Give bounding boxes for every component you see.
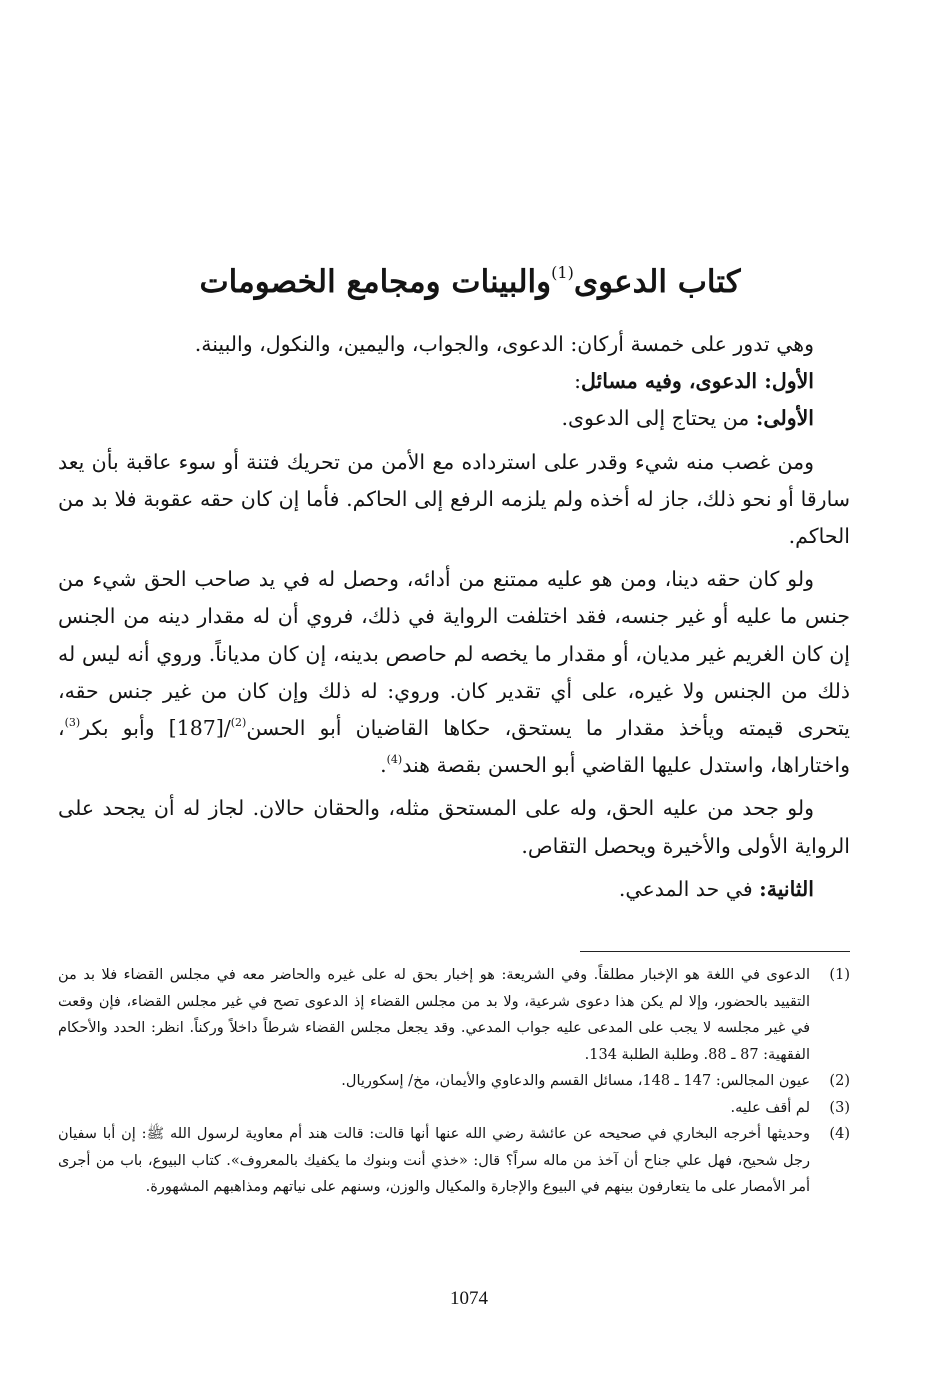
footnote-text: الدعوى في اللغة هو الإخبار مطلقاً. وفي الشريعة: هو إخبار بحق له على غيره والحاضر معه في مجلس القضاء فلا بد من التقييد بالحضور، وإلا لم يكن هذا دعوى شرعية، ولا بد من مجلس القضاء إذ الدعوى تصح في غير مجلس القضاء، فإن وقعت في غير مجلسه لا يجب على المدعى عليه جواب المدعي. وقد يجعل مجلس القضاء شرطاً داخلاً وركناً. انظر: الحدد والأحكام الفقهية: 87 ـ 88. وطلبة الطلبة 134. [58, 967, 810, 1063]
footnotes [58, 962, 850, 1201]
footnote [58, 1121, 850, 1201]
section-heading-colon: : [574, 369, 582, 394]
issue-one-text: من يحتاج إلى الدعوى. [561, 406, 756, 431]
footnote-text: لم أقف عليه. [730, 1099, 810, 1116]
footnote-text: وحديثها أخرجه البخاري في صحيحه عن عائشة رضي الله عنها أنها قالت: قالت هند أم معاوية لرسول الله ﷺ: إن أبا سفيان رجل شحيح، فهل علي جناح أن آخذ من ماله سراً؟ قال: «خذي أنت وبنوك ما يكفيك بالمعروف». كتاب البيوع، باب من أجرى أمر الأمصار على ما يتعارفون بينهم في البيوع والإجارة والمكيال والوزن، وسنهم على نياتهم ومذاهبهم المشهورة. [58, 1126, 810, 1195]
paragraph-debt-part-b: /[187] وأبو بكر [80, 716, 231, 741]
paragraph-set-off: ولو جحد من عليه الحق، وله على المستحق مثله، والحقان حالان. لجاز له أن يجحد على الرواية الأولى والأخيرة ويحصل التقاص. [58, 796, 850, 858]
footnote-ref-3[interactable]: (3) [64, 716, 81, 730]
issue-two [58, 871, 850, 908]
footnote-number: (3) [829, 1099, 850, 1116]
footnote-ref-2[interactable]: (2) [230, 716, 247, 730]
section-heading [58, 363, 850, 400]
page-number: 1074 [450, 1288, 488, 1309]
footnote-number: (2) [829, 1073, 850, 1089]
chapter-title-part2: والبينات ومجامع الخصومات [199, 264, 552, 300]
issue-one [58, 400, 850, 437]
paragraph-debt [58, 561, 850, 784]
paragraph-debt-part-d: . [380, 753, 387, 778]
footnote [58, 1068, 850, 1095]
intro-paragraph: وهي تدور على خمسة أركان: الدعوى، والجواب، واليمين، والنكول، والبينة. [194, 332, 814, 356]
paragraph-debt-part-a: ولو كان حقه دينا، ومن هو عليه ممتنع من أدائه، وحصل له في يد صاحب الحق شيء من جنس ما عليه أو غير جنسه، فقد اختلفت الرواية في ذلك، فروي أن له مقدار دينه من الجنس إن كان الغريم غير مديان، أو مقدار ما يخصه لم حاصص بدينه، إن كان مدياناً. وروي أنه ليس له ذلك من الجنس ولا غيره، على أي تقدير كان. وروي: له ذلك وإن كان من غير جنس حقه، يتحرى قيمته ويأخذ مقدار ما يستحق، حكاها القاضيان أبو الحسن [58, 567, 851, 741]
paragraph-debt-part-c: ، واختاراها، واستدل عليها القاضي أبو الحسن بقصة هند [58, 716, 850, 778]
title-footnote-ref[interactable]: (1) [551, 263, 574, 282]
footnote-divider [580, 951, 850, 952]
footnote-ref-4[interactable]: (4) [386, 753, 403, 767]
issue-one-label: الأولى: [755, 406, 814, 431]
chapter-title-part1: كتاب الدعوى [573, 264, 741, 300]
issue-two-label: الثانية: [759, 876, 814, 901]
footnote-number: (1) [829, 967, 850, 983]
chapter-title [70, 243, 870, 312]
paragraph-self-help: ومن غصب منه شيء وقدر على استرداده مع الأمن من تحريك فتنة أو سوء عاقبة بأن يعد سارقا أو نحو ذلك، جاز له أخذه ولم يلزمه الرفع إلى الحاكم. فأما إن كان حقه عقوبة فلا بد من الحاكم. [58, 449, 850, 549]
footnote [58, 1095, 850, 1122]
main-text [58, 326, 850, 908]
footnote [58, 962, 850, 1068]
issue-two-text: في حد المدعي. [618, 876, 760, 901]
footnote-text: عيون المجالس: 147 ـ 148، مسائل القسم والدعاوي والأيمان، مخ/ إسكوريال. [341, 1073, 810, 1089]
section-heading-label: الأول: الدعوى، وفيه مسائل [581, 369, 814, 394]
footnote-number: (4) [829, 1126, 850, 1142]
